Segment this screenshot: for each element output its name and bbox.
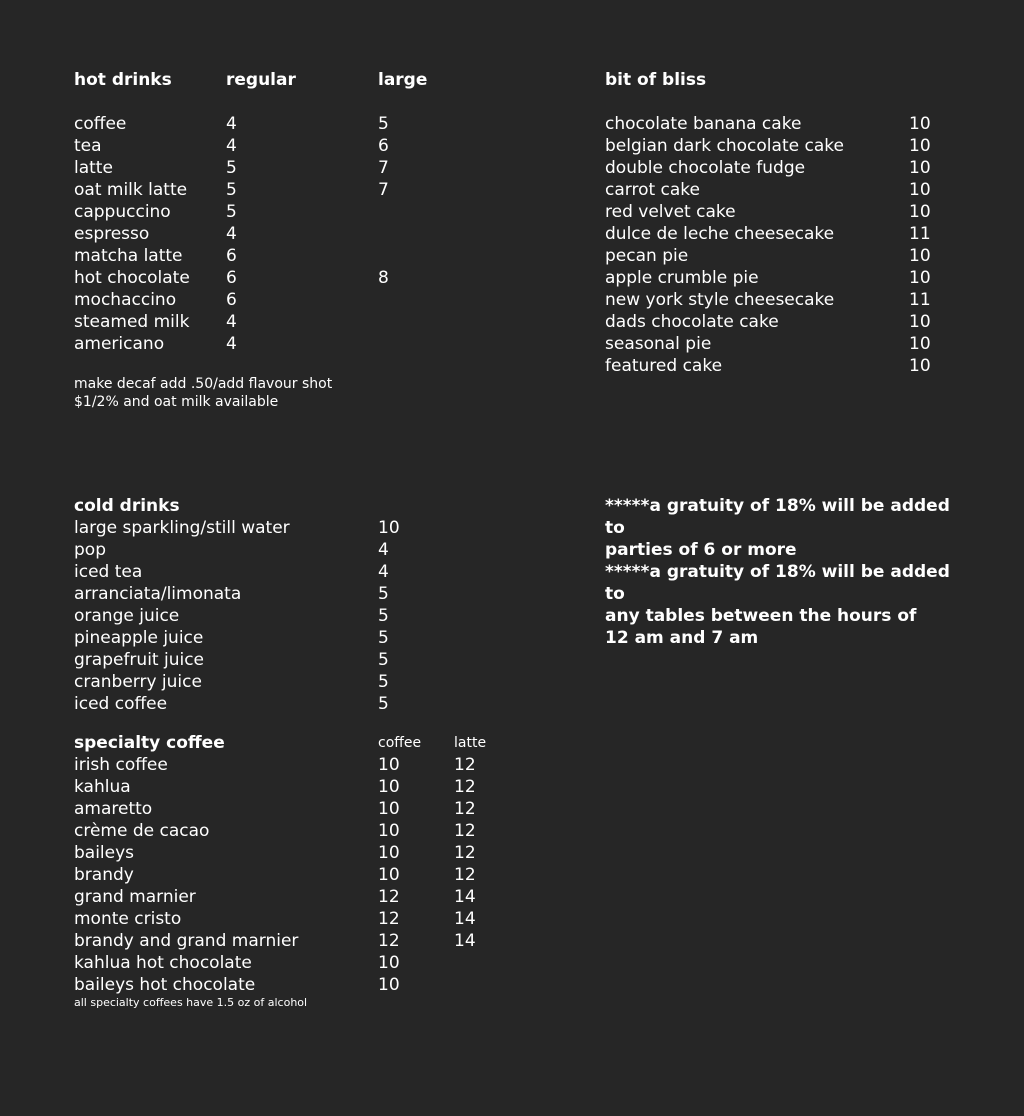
regular-price: 5	[226, 180, 237, 200]
menu-item-row	[74, 223, 574, 245]
regular-price: 6	[226, 290, 237, 310]
regular-price: 4	[226, 224, 237, 244]
item-name: double chocolate fudge	[605, 158, 806, 178]
menu-item-row	[605, 223, 985, 245]
hot-drinks-note-line: make decaf add .50/add flavour shot	[74, 376, 333, 392]
item-name: grand marnier	[74, 887, 196, 907]
coffee-price: 12	[378, 909, 400, 929]
bit-of-bliss-header-row	[605, 69, 985, 91]
item-name: matcha latte	[74, 246, 183, 266]
menu-item-row	[74, 842, 574, 864]
menu-item-row	[605, 355, 985, 377]
hot-drinks-section	[74, 69, 574, 411]
menu-item-row	[74, 135, 574, 157]
item-price: 10	[909, 356, 931, 376]
item-price: 5	[378, 584, 389, 604]
item-price: 5	[378, 672, 389, 692]
item-price: 4	[378, 540, 389, 560]
menu-item-row	[74, 671, 574, 693]
gratuity-line: parties of 6 or more	[605, 540, 797, 560]
item-name: baileys hot chocolate	[74, 975, 256, 995]
bit-of-bliss-title: bit of bliss	[605, 70, 707, 90]
item-price: 10	[909, 114, 931, 134]
gratuity-line: any tables between the hours of	[605, 606, 917, 626]
item-price: 10	[378, 518, 400, 538]
regular-price: 6	[226, 268, 237, 288]
item-name: seasonal pie	[605, 334, 712, 354]
item-name: brandy and grand marnier	[74, 931, 299, 951]
item-name: crème de cacao	[74, 821, 210, 841]
item-price: 11	[909, 290, 931, 310]
menu-item-row	[605, 201, 985, 223]
menu-item-row	[74, 886, 574, 908]
item-price: 10	[909, 136, 931, 156]
latte-price: 14	[454, 931, 476, 951]
bit-of-bliss-section	[605, 69, 985, 377]
hot-drinks-note	[74, 375, 574, 411]
item-price: 5	[378, 606, 389, 626]
item-name: steamed milk	[74, 312, 190, 332]
item-name: pineapple juice	[74, 628, 204, 648]
latte-price: 12	[454, 799, 476, 819]
item-name: belgian dark chocolate cake	[605, 136, 844, 156]
item-price: 10	[909, 158, 931, 178]
regular-column-header: regular	[226, 70, 296, 90]
menu-item-row	[74, 864, 574, 886]
large-price: 7	[378, 158, 389, 178]
item-name: espresso	[74, 224, 150, 244]
cake-list	[605, 113, 985, 377]
cold-drinks-list	[74, 517, 574, 715]
menu-item-row	[605, 311, 985, 333]
menu-item-row	[605, 245, 985, 267]
menu-item-row	[74, 179, 574, 201]
coffee-price: 10	[378, 821, 400, 841]
item-name: latte	[74, 158, 113, 178]
specialty-coffee-note: all specialty coffees have 1.5 oz of alcohol	[74, 996, 308, 1009]
item-name: americano	[74, 334, 165, 354]
coffee-column-header: coffee	[378, 735, 422, 751]
menu-item-row	[74, 798, 574, 820]
item-name: mochaccino	[74, 290, 177, 310]
regular-price: 4	[226, 114, 237, 134]
menu-item-row	[74, 649, 574, 671]
item-name: new york style cheesecake	[605, 290, 835, 310]
hot-drinks-header-row	[74, 69, 574, 91]
gratuity-notice	[605, 495, 965, 649]
item-price: 11	[909, 224, 931, 244]
item-price: 4	[378, 562, 389, 582]
item-name: orange juice	[74, 606, 180, 626]
menu-item-row	[74, 974, 574, 996]
menu-item-row	[605, 113, 985, 135]
large-price: 6	[378, 136, 389, 156]
hot-drinks-note-line: $1/2% and oat milk available	[74, 394, 279, 410]
menu-item-row	[74, 605, 574, 627]
regular-price: 5	[226, 202, 237, 222]
menu-item-row	[74, 267, 574, 289]
latte-price: 12	[454, 777, 476, 797]
menu-item-row	[74, 201, 574, 223]
spacer	[74, 91, 574, 113]
item-price: 10	[909, 268, 931, 288]
coffee-price: 10	[378, 777, 400, 797]
coffee-price: 10	[378, 975, 400, 995]
menu-item-row	[74, 693, 574, 715]
item-name: featured cake	[605, 356, 723, 376]
menu-item-row	[74, 908, 574, 930]
hot-drinks-list	[74, 113, 574, 355]
regular-price: 5	[226, 158, 237, 178]
item-name: tea	[74, 136, 102, 156]
menu-item-row	[605, 135, 985, 157]
menu-item-row	[74, 952, 574, 974]
menu-item-row	[74, 930, 574, 952]
item-price: 5	[378, 628, 389, 648]
coffee-price: 10	[378, 799, 400, 819]
spacer	[605, 91, 985, 113]
item-name: red velvet cake	[605, 202, 736, 222]
latte-price: 12	[454, 843, 476, 863]
item-name: iced coffee	[74, 694, 168, 714]
large-price: 7	[378, 180, 389, 200]
specialty-coffee-header-row	[74, 732, 574, 754]
coffee-price: 10	[378, 865, 400, 885]
hot-drinks-title: hot drinks	[74, 70, 172, 90]
specialty-coffee-section	[74, 732, 574, 1010]
menu-item-row	[74, 311, 574, 333]
menu-item-row	[74, 561, 574, 583]
latte-price: 12	[454, 755, 476, 775]
regular-price: 4	[226, 334, 237, 354]
specialty-coffee-title: specialty coffee	[74, 733, 225, 753]
item-name: oat milk latte	[74, 180, 188, 200]
menu-item-row	[74, 157, 574, 179]
menu-item-row	[74, 754, 574, 776]
item-name: arranciata/limonata	[74, 584, 242, 604]
coffee-price: 10	[378, 755, 400, 775]
menu-item-row	[605, 157, 985, 179]
latte-price: 14	[454, 887, 476, 907]
menu-item-row	[605, 179, 985, 201]
item-price: 5	[378, 694, 389, 714]
menu-item-row	[605, 289, 985, 311]
latte-price: 14	[454, 909, 476, 929]
item-name: cappuccino	[74, 202, 171, 222]
item-name: kahlua hot chocolate	[74, 953, 252, 973]
item-price: 10	[909, 246, 931, 266]
coffee-price: 10	[378, 953, 400, 973]
menu-item-row	[605, 267, 985, 289]
menu-item-row	[74, 776, 574, 798]
item-name: monte cristo	[74, 909, 182, 929]
latte-column-header: latte	[454, 735, 487, 751]
item-price: 5	[378, 650, 389, 670]
gratuity-line: *****a gratuity of 18% will be added to	[605, 562, 950, 604]
item-name: hot chocolate	[74, 268, 190, 288]
coffee-price: 12	[378, 931, 400, 951]
latte-price: 12	[454, 821, 476, 841]
item-name: cranberry juice	[74, 672, 202, 692]
menu-item-row	[74, 627, 574, 649]
menu-item-row	[74, 517, 574, 539]
menu-item-row	[74, 583, 574, 605]
menu-item-row	[74, 113, 574, 135]
cold-drinks-header-row	[74, 495, 574, 517]
item-name: chocolate banana cake	[605, 114, 802, 134]
item-name: pecan pie	[605, 246, 689, 266]
item-name: large sparkling/still water	[74, 518, 290, 538]
menu-item-row	[74, 333, 574, 355]
regular-price: 6	[226, 246, 237, 266]
menu-item-row	[74, 245, 574, 267]
gratuity-line: 12 am and 7 am	[605, 628, 759, 648]
item-name: apple crumble pie	[605, 268, 759, 288]
item-name: dulce de leche cheesecake	[605, 224, 835, 244]
regular-price: 4	[226, 136, 237, 156]
coffee-price: 12	[378, 887, 400, 907]
item-price: 10	[909, 334, 931, 354]
regular-price: 4	[226, 312, 237, 332]
menu-item-row	[74, 820, 574, 842]
cold-drinks-section	[74, 495, 574, 715]
item-name: pop	[74, 540, 106, 560]
item-price: 10	[909, 312, 931, 332]
item-name: baileys	[74, 843, 135, 863]
item-name: carrot cake	[605, 180, 701, 200]
item-name: dads chocolate cake	[605, 312, 779, 332]
menu-item-row	[605, 333, 985, 355]
item-name: coffee	[74, 114, 127, 134]
item-price: 10	[909, 180, 931, 200]
item-name: brandy	[74, 865, 134, 885]
large-column-header: large	[378, 70, 428, 90]
large-price: 5	[378, 114, 389, 134]
cold-drinks-title: cold drinks	[74, 496, 180, 516]
item-name: iced tea	[74, 562, 143, 582]
large-price: 8	[378, 268, 389, 288]
item-name: grapefruit juice	[74, 650, 205, 670]
menu-item-row	[74, 539, 574, 561]
coffee-price: 10	[378, 843, 400, 863]
latte-price: 12	[454, 865, 476, 885]
item-name: irish coffee	[74, 755, 168, 775]
specialty-coffee-list	[74, 754, 574, 996]
gratuity-line: *****a gratuity of 18% will be added to	[605, 496, 950, 538]
menu-item-row	[74, 289, 574, 311]
item-name: amaretto	[74, 799, 153, 819]
item-name: kahlua	[74, 777, 131, 797]
item-price: 10	[909, 202, 931, 222]
